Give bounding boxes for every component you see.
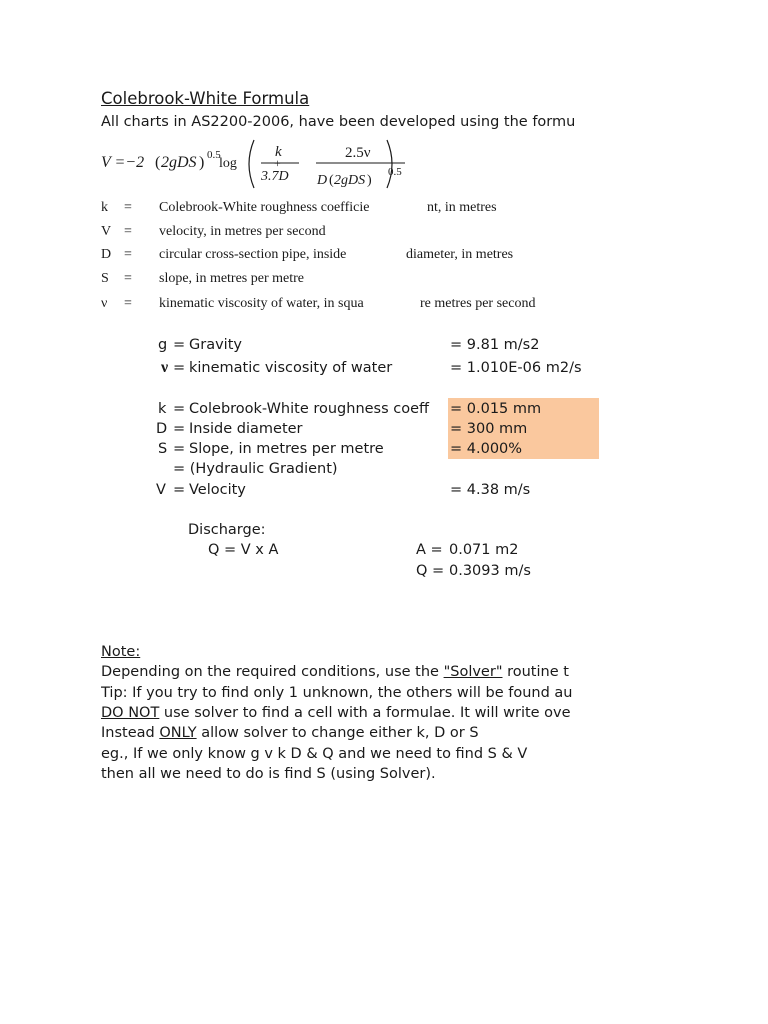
definition-equals: = [124,200,132,215]
param-value: = 1.010E-06 m2/s [450,360,582,376]
formula-den2-pre: D [317,173,328,188]
area-value-cell[interactable]: 0.071 m2 [449,542,519,558]
formula-sqrt-arg: 2gDS [161,154,197,171]
param-label: Gravity [189,337,242,353]
definition-symbol: k [101,200,108,215]
input-equals: = [173,421,186,437]
solver-link[interactable]: "Solver" [443,664,503,680]
formula-paren-close-2: ) [367,173,372,188]
note-line-1 [101,662,602,682]
param-row-viscosity [0,358,768,378]
formula-lhs: V =−2 [101,154,145,171]
note-line-2-text: Tip: If you try to find only 1 unknown, the others will be found au [101,685,573,701]
formula-exponent-1: 0.5 [207,149,221,161]
param-row-gravity [0,335,768,355]
note-line-3-emphasis: DO NOT [101,705,160,721]
definition-text-continued: diameter, in metres [406,247,514,262]
result-row-velocity [0,480,768,500]
note-line-3 [101,703,602,723]
param-value: = 9.81 m/s2 [450,337,540,353]
formula-paren-close-1: ) [199,154,205,171]
note-line-5 [101,744,602,764]
input-equals: = [173,401,186,417]
param-symbol: g [158,337,168,353]
definition-equals: = [124,296,132,311]
note-line-3-post: use solver to find a cell with a formulae. It will write ove [159,705,571,721]
input-label-clip [189,399,448,419]
input-row-slope [0,439,768,459]
note-heading: Note: [101,644,141,660]
area-label: A = [416,542,443,558]
definition-text: circular cross-section pipe, inside [159,247,347,262]
input-symbol: S [158,441,168,457]
definition-text: Colebrook-White roughness coefficie [159,200,370,215]
formula-plus: + [274,156,281,170]
slope-value-cell[interactable]: = 4.000% [450,441,523,457]
note-line-4-post: allow solver to change either k, D or S [196,725,479,741]
note-line-6-text: then all we need to do is find S (using Solver). [101,766,436,782]
formula-exponent-2: 0.5 [388,166,402,178]
velocity-value-cell[interactable]: = 4.38 m/s [450,482,531,498]
formula-paren-open-1: ( [155,154,161,171]
input-equals: = [173,441,186,457]
input-symbol: k [158,401,167,417]
formula-den2-arg: 2gDS [334,173,366,188]
result-label: Velocity [189,482,246,498]
discharge-heading: Discharge: [188,522,266,538]
definition-symbol: S [101,271,109,286]
definition-text-continued: nt, in metres [427,200,497,215]
note-line-4 [101,723,602,743]
input-label: Slope, in metres per metre [189,441,384,457]
input-label: Colebrook-White roughness coeff [189,401,430,417]
definition-symbol: D [101,247,112,262]
formula-paren-open-2: ( [329,173,334,188]
result-symbol: V [156,482,166,498]
roughness-value-cell[interactable]: = 0.015 mm [450,401,542,417]
input-label: Inside diameter [189,421,303,437]
param-equals: = [173,337,186,353]
definition-symbol: ν [101,296,108,311]
note-line-1-pre: Depending on the required conditions, use the [101,664,444,680]
input-row-diameter [0,419,768,439]
param-label: kinematic viscosity of water [189,360,393,376]
definition-equals: = [124,224,132,239]
note-line-2 [101,683,602,703]
definition-equals: = [124,271,132,286]
note-line-1-post: routine t [502,664,569,680]
input-row-roughness [0,399,768,419]
formula-bigparen-left [249,140,254,188]
discharge-value-cell[interactable]: 0.3093 m/s [449,563,531,579]
note-line-6 [101,764,602,784]
intro-text-content: All charts in AS2200-2006, have been developed using the formu [101,114,576,130]
input-symbol: D [156,421,168,437]
param-equals: = [173,360,186,376]
formula-bigparen-right [387,140,392,188]
discharge-q-label: Q = [416,563,445,579]
definition-equals: = [124,247,132,262]
diameter-value-cell[interactable]: = 300 mm [450,421,528,437]
formula-log: log [219,156,237,171]
formula-k: k [275,144,282,160]
definition-text: kinematic viscosity of water, in squa [159,296,364,311]
definition-text-continued: re metres per second [420,296,536,311]
result-equals: = [173,482,186,498]
param-symbol: ν [161,359,169,376]
formula-num2: 2.5ν [345,145,371,161]
discharge-equation: Q = V x A [208,542,279,558]
formula-den1: 3.7D [261,169,289,184]
note-line-5-text: eg., If we only know g v k D & Q and we need to find S & V [101,746,528,762]
definition-text: velocity, in metres per second [159,224,326,239]
definition-symbol: V [101,224,112,239]
intro-text [101,112,602,134]
note-line-4-pre: Instead [101,725,160,741]
page-title: Colebrook-White Formula [101,89,310,108]
definition-text: slope, in metres per metre [159,271,305,286]
note-line-4-emphasis: ONLY [159,725,197,741]
colebrook-white-formula [101,136,421,192]
hydraulic-gradient-note: = (Hydraulic Gradient) [173,461,338,477]
